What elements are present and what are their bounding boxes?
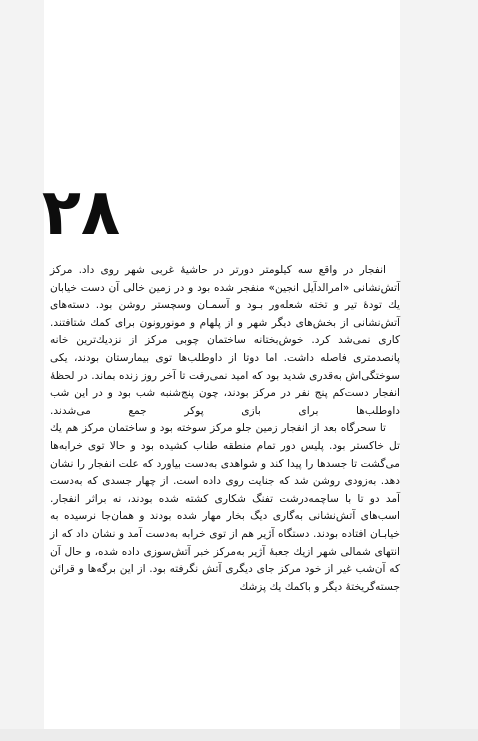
chapter-number: ۲۸ <box>41 176 120 250</box>
chapter-body <box>50 262 400 596</box>
scan-margin-right <box>400 0 478 741</box>
paragraph-1: انفجار در واقع سه کیلومتر دورتر در حاشیهٔ غربی شهر روی داد. مرکز آتش‌نشانی «امرالدآیل انجین» منفجر شده بود و در زمین خالی آن دست خیابان یك تودهٔ تیر و تخته شعله‌ور بـود و آسمـان وسچستر روشن بود. دسته‌های آتش‌نشانی از بخش‌های دیگر شهر و از پلهام و مونورونون برای کمك شتافتند. کاری نمی‌شد کرد. خوش‌بختانه ساختمان چوبی مرکز از نزدیك‌ترین خانه پانصدمتری فاصله داشت. اما دوتا از داوطلب‌ها توی بیمارستان بودند، یکی سوختگی‌اش به‌قدری شدید بود که امید نمی‌رفت تا آخر روز زنده بماند. در لحظهٔ انفجار دست‌کم پنج نفر در مرکز بودند، چون پنج‌شنبه شب بود و در این شب داوطلب‌ها برای بازی پوکر جمع می‌شدند. <box>50 264 400 417</box>
scan-margin-bottom <box>0 729 478 741</box>
book-page <box>41 0 400 729</box>
scan-margin-left <box>0 0 44 741</box>
paragraph-2: تا سحرگاه بعد از انفجار زمین جلو مرکز سوخته بود و ساختمان مرکز هم یك تل خاکستر بود. پلیس دور تمام منطقه طناب کشیده بود و حالا توی خرابه‌ها می‌گشت تا جسدها را پیدا کند و شواهدی به‌دست بیاورد که علت انفجار را نشان دهد. به‌زودی روشن شد که جنایت روی داده است. از چهار جسدی که به‌دست آمد دو تا با ساچمه‌درشت تفنگ شکاری کشته شده بودند، نه براثر انفجار. اسب‌های آتش‌نشانی به‌گاری دیگ بخار مهار شده بودند و همان‌جا نرسیده به خیابـان افتاده بودند. دستگاه آژیر هم از توی خرابه به‌دست آمد و نشان داد که از انتهای شمالی شهر ازیك جعبهٔ آژیر به‌مرکز خبر آتش‌سوزی داده شده، و حال آن که آن‌شب غیر از خود مرکز جای دیگری آتش نگرفته بود. از این برگه‌ها و قرائن جسته‌گریختهٔ دیگر و باکمك یك پزشك <box>50 422 400 593</box>
